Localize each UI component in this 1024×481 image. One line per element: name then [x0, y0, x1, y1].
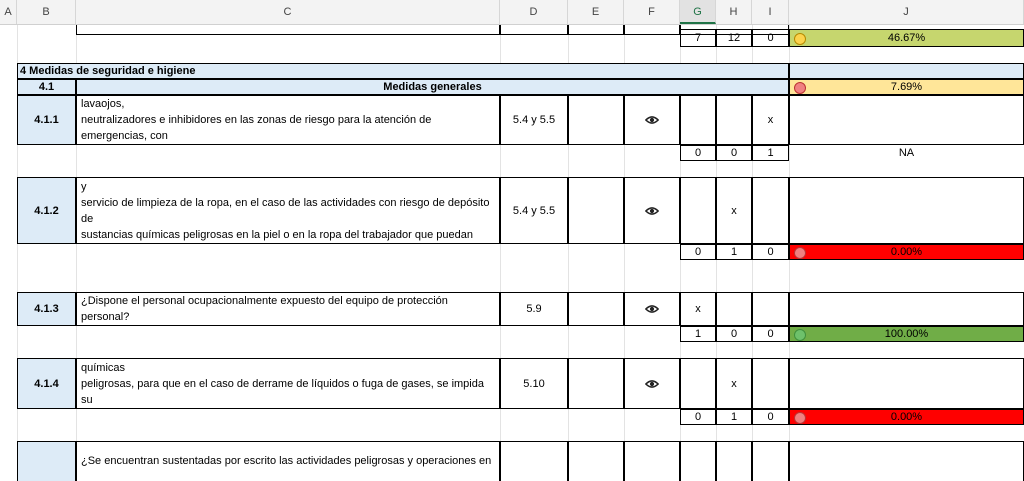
result-cell[interactable]	[789, 358, 1024, 409]
question-text[interactable]: y servicio de limpieza de la ropa, en el caso de las actividades con riesgo de depósito de sustancias químicas peligrosas en la piel o en la ropa del trabajador que puedan	[76, 177, 500, 244]
column-header-h[interactable]: H	[716, 0, 752, 24]
reference-cell[interactable]: 5.9	[500, 292, 568, 326]
subsection-id[interactable]: 4.1	[17, 79, 76, 95]
empty-cell[interactable]	[568, 358, 624, 409]
total-h[interactable]: 0	[716, 145, 752, 161]
percent-cell[interactable]	[789, 29, 1024, 47]
table-row	[0, 244, 1024, 260]
status-dot-icon	[794, 33, 806, 45]
column-header-j[interactable]: J	[789, 0, 1024, 24]
item-id[interactable]: 4.1.4	[17, 358, 76, 409]
mark-i[interactable]	[752, 177, 789, 244]
result-cell[interactable]	[789, 177, 1024, 244]
empty-cell[interactable]	[568, 177, 624, 244]
mark-i[interactable]	[752, 292, 789, 326]
eye-icon[interactable]	[645, 377, 659, 391]
item-id[interactable]: 4.1.1	[17, 95, 76, 145]
total-g[interactable]: 1	[680, 326, 716, 342]
percent-value: 7.69%	[890, 81, 923, 93]
table-row	[0, 326, 1024, 342]
question-text[interactable]: ¿Dispone el personal ocupacionalmente expuesto del equipo de protección personal?	[76, 292, 500, 326]
reference-cell[interactable]: 5.10	[500, 358, 568, 409]
empty-cell[interactable]	[568, 95, 624, 145]
column-header-g[interactable]: G	[680, 0, 716, 24]
status-dot-icon	[794, 82, 806, 94]
mark-i[interactable]: x	[752, 95, 789, 145]
mark-g[interactable]: x	[680, 292, 716, 326]
percent-cell[interactable]	[789, 79, 1024, 95]
section-title[interactable]: 4 Medidas de seguridad e higiene	[17, 63, 789, 79]
mark-h[interactable]	[716, 95, 752, 145]
total-g[interactable]: 7	[680, 29, 716, 47]
column-header-bar	[0, 0, 1024, 25]
total-i[interactable]: 0	[752, 326, 789, 342]
subsection-title[interactable]: Medidas generales	[76, 79, 789, 95]
mark-g[interactable]	[680, 358, 716, 409]
item-id[interactable]: 4.1.2	[17, 177, 76, 244]
total-h[interactable]: 0	[716, 326, 752, 342]
total-i[interactable]: 0	[752, 244, 789, 260]
question-text[interactable]: ¿Se encuentran sustentadas por escrito las actividades peligrosas y operaciones en	[76, 441, 500, 481]
view-cell[interactable]	[624, 358, 680, 409]
total-g[interactable]: 0	[680, 409, 716, 425]
total-g[interactable]: 0	[680, 145, 716, 161]
reference-cell[interactable]: 5.4 y 5.5	[500, 177, 568, 244]
percent-value: 100.00%	[884, 328, 929, 340]
total-h[interactable]: 1	[716, 409, 752, 425]
percent-value: 0.00%	[890, 246, 923, 258]
table-row	[0, 63, 1024, 79]
status-dot-icon	[794, 329, 806, 341]
reference-cell[interactable]: 5.4 y 5.5	[500, 95, 568, 145]
view-cell[interactable]	[624, 292, 680, 326]
question-text[interactable]: lavaojos, neutralizadores e inhibidores en las zonas de riesgo para la atención de emergencias, con	[76, 95, 500, 145]
mark-g[interactable]	[680, 95, 716, 145]
percent-value: 46.67%	[887, 32, 926, 44]
percent-value: 0.00%	[890, 411, 923, 423]
percent-cell[interactable]	[789, 326, 1024, 342]
table-row	[0, 441, 1024, 481]
total-i[interactable]: 0	[752, 29, 789, 47]
view-cell[interactable]	[624, 95, 680, 145]
column-header-a[interactable]: A	[0, 0, 17, 24]
table-row	[0, 145, 1024, 161]
total-i[interactable]: 0	[752, 409, 789, 425]
percent-cell[interactable]	[789, 409, 1024, 425]
eye-icon[interactable]	[645, 204, 659, 218]
table-row	[0, 79, 1024, 95]
result-cell[interactable]	[789, 95, 1024, 145]
column-header-b[interactable]: B	[17, 0, 76, 24]
item-id[interactable]	[17, 441, 76, 481]
table-row	[0, 358, 1024, 409]
table-row	[0, 292, 1024, 326]
empty-cell[interactable]	[568, 292, 624, 326]
eye-icon[interactable]	[645, 302, 659, 316]
view-cell[interactable]	[624, 177, 680, 244]
result-cell[interactable]	[789, 292, 1024, 326]
total-h[interactable]: 1	[716, 244, 752, 260]
sheet-grid[interactable]	[0, 25, 1024, 467]
percent-cell[interactable]	[789, 244, 1024, 260]
mark-h[interactable]: x	[716, 358, 752, 409]
total-h[interactable]: 12	[716, 29, 752, 47]
status-dot-icon	[794, 247, 806, 259]
mark-h[interactable]: x	[716, 177, 752, 244]
table-row	[0, 95, 1024, 145]
eye-icon[interactable]	[645, 113, 659, 127]
status-dot-icon	[794, 412, 806, 424]
column-header-c[interactable]: C	[76, 0, 500, 24]
column-header-e[interactable]: E	[568, 0, 624, 24]
column-header-i[interactable]: I	[752, 0, 789, 24]
column-header-d[interactable]: D	[500, 0, 568, 24]
result-value[interactable]: NA	[898, 147, 915, 159]
table-row	[0, 409, 1024, 425]
mark-h[interactable]	[716, 292, 752, 326]
mark-g[interactable]	[680, 177, 716, 244]
table-row	[0, 29, 1024, 47]
table-row	[0, 177, 1024, 244]
total-i[interactable]: 1	[752, 145, 789, 161]
item-id[interactable]: 4.1.3	[17, 292, 76, 326]
total-g[interactable]: 0	[680, 244, 716, 260]
column-header-f[interactable]: F	[624, 0, 680, 24]
question-text[interactable]: químicas peligrosas, para que en el caso de derrame de líquidos o fuga de gases, se impida su	[76, 358, 500, 409]
mark-i[interactable]	[752, 358, 789, 409]
